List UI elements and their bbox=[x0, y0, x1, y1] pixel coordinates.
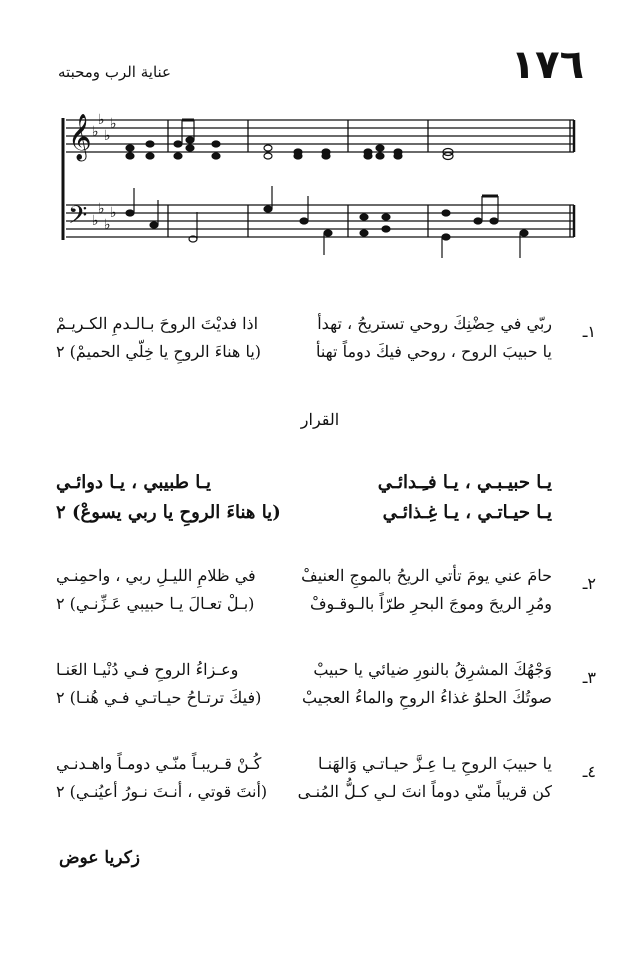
verse-2-line-1-right: حامَ عني يومَ تأتي الريحُ بالموجِ العنيفْ bbox=[301, 566, 552, 585]
verse-3-line-1-left: وعـزاءُ الروحِ فـي دُنْيـا العَنـا bbox=[56, 660, 239, 679]
svg-text:♭: ♭ bbox=[92, 124, 99, 140]
barlines bbox=[168, 120, 574, 237]
verse-2-line-2-left: (بـلْ تعـالَ يـا حبيبي عَـزِّنـي) ٢ bbox=[56, 594, 255, 613]
svg-text:♭: ♭ bbox=[104, 128, 111, 144]
verse-4-line-2-right: كن قريباً منّي دوماً انتَ لـي كـلُّ المُنـى bbox=[297, 782, 552, 801]
key-signature-flats bbox=[92, 112, 117, 233]
verse-3-line-2-left: (فيكَ ترتـاحُ حيـاتـي فـي هُنـا) ٢ bbox=[56, 688, 262, 707]
verse-4-line-2-left: (أنتَ قوتي ، أنـتَ نـورُ أعيُنـي) ٢ bbox=[56, 782, 268, 801]
refrain-line-2-left: (يا هناءَ الروحِ يا ربي يسوعْ) ٢ bbox=[56, 502, 281, 523]
section-label: عناية الرب ومحبته bbox=[58, 63, 171, 81]
author-name: زكريا عوض bbox=[59, 848, 140, 868]
svg-text:♭: ♭ bbox=[98, 201, 105, 217]
verse-1-number: ١ـ bbox=[582, 322, 596, 341]
verse-2-number: ٢ـ bbox=[582, 574, 596, 593]
svg-text:♭: ♭ bbox=[92, 213, 99, 229]
verse-3-line-2-right: صوتُكَ الحلوُ غذاءُ الروحِ والماءُ العجيبْ bbox=[302, 688, 552, 707]
treble-clef-icon: 𝄞 bbox=[68, 114, 92, 160]
verse-3-number: ٣ـ bbox=[582, 668, 596, 687]
verse-2-line-1-left: في ظلامِ الليـلِ ربي ، واحمِنـي bbox=[56, 566, 256, 585]
verse-4-line-1-right: يا حبيبَ الروحِ يـا عِـزَّ حيـاتـي وَالهَنـا bbox=[318, 754, 552, 773]
refrain-title: القرار bbox=[300, 410, 340, 429]
treble-notes bbox=[126, 120, 453, 160]
verse-2-line-2-right: ومُرِ الريحَ وموجَ البحرِ طرّاً بالـوقـوفْ bbox=[309, 594, 552, 613]
verse-4-number: ٤ـ bbox=[582, 762, 596, 781]
treble-staff bbox=[66, 120, 574, 152]
verse-1-line-1-left: اذا فديْتَ الروحَ بـالـدمِ الكـريـمْ bbox=[56, 314, 259, 333]
music-score bbox=[58, 100, 588, 270]
bass-notes bbox=[126, 186, 528, 258]
bass-clef-icon: 𝄢 bbox=[68, 201, 88, 236]
verse-1-line-1-right: ربّي في حِضْنِكَ روحي تستريحُ ، تهدأ bbox=[317, 314, 552, 333]
verse-1-line-2-left: (يا هناءَ الروحِ يا خِلّي الحميمْ) ٢ bbox=[56, 342, 262, 361]
refrain-line-2-right: يـا حيـاتـي ، يـا غِـذائـي bbox=[382, 502, 552, 523]
refrain-line-1-right: يـا حبيـبـي ، يـا فـِـدائـي bbox=[377, 472, 552, 493]
verse-3-line-1-right: وَجْهُكَ المشرِقُ بالنورِ ضيائي يا حبيبْ bbox=[313, 660, 552, 679]
refrain-line-1-left: يـا طبيبي ، يـا دوائـي bbox=[56, 472, 212, 493]
svg-text:♭: ♭ bbox=[98, 112, 105, 128]
verse-4-line-1-left: كُـنْ قـريبـاً منّـي دومـاً واهـدنـي bbox=[56, 754, 262, 773]
verse-1-line-2-right: يا حبيبَ الروح ، روحي فيكَ دوماً تهنأ bbox=[315, 342, 552, 361]
svg-text:♭: ♭ bbox=[110, 116, 117, 132]
hymn-number: ١٧٦ bbox=[510, 42, 584, 88]
svg-text:♭: ♭ bbox=[110, 205, 117, 221]
svg-text:♭: ♭ bbox=[104, 217, 111, 233]
